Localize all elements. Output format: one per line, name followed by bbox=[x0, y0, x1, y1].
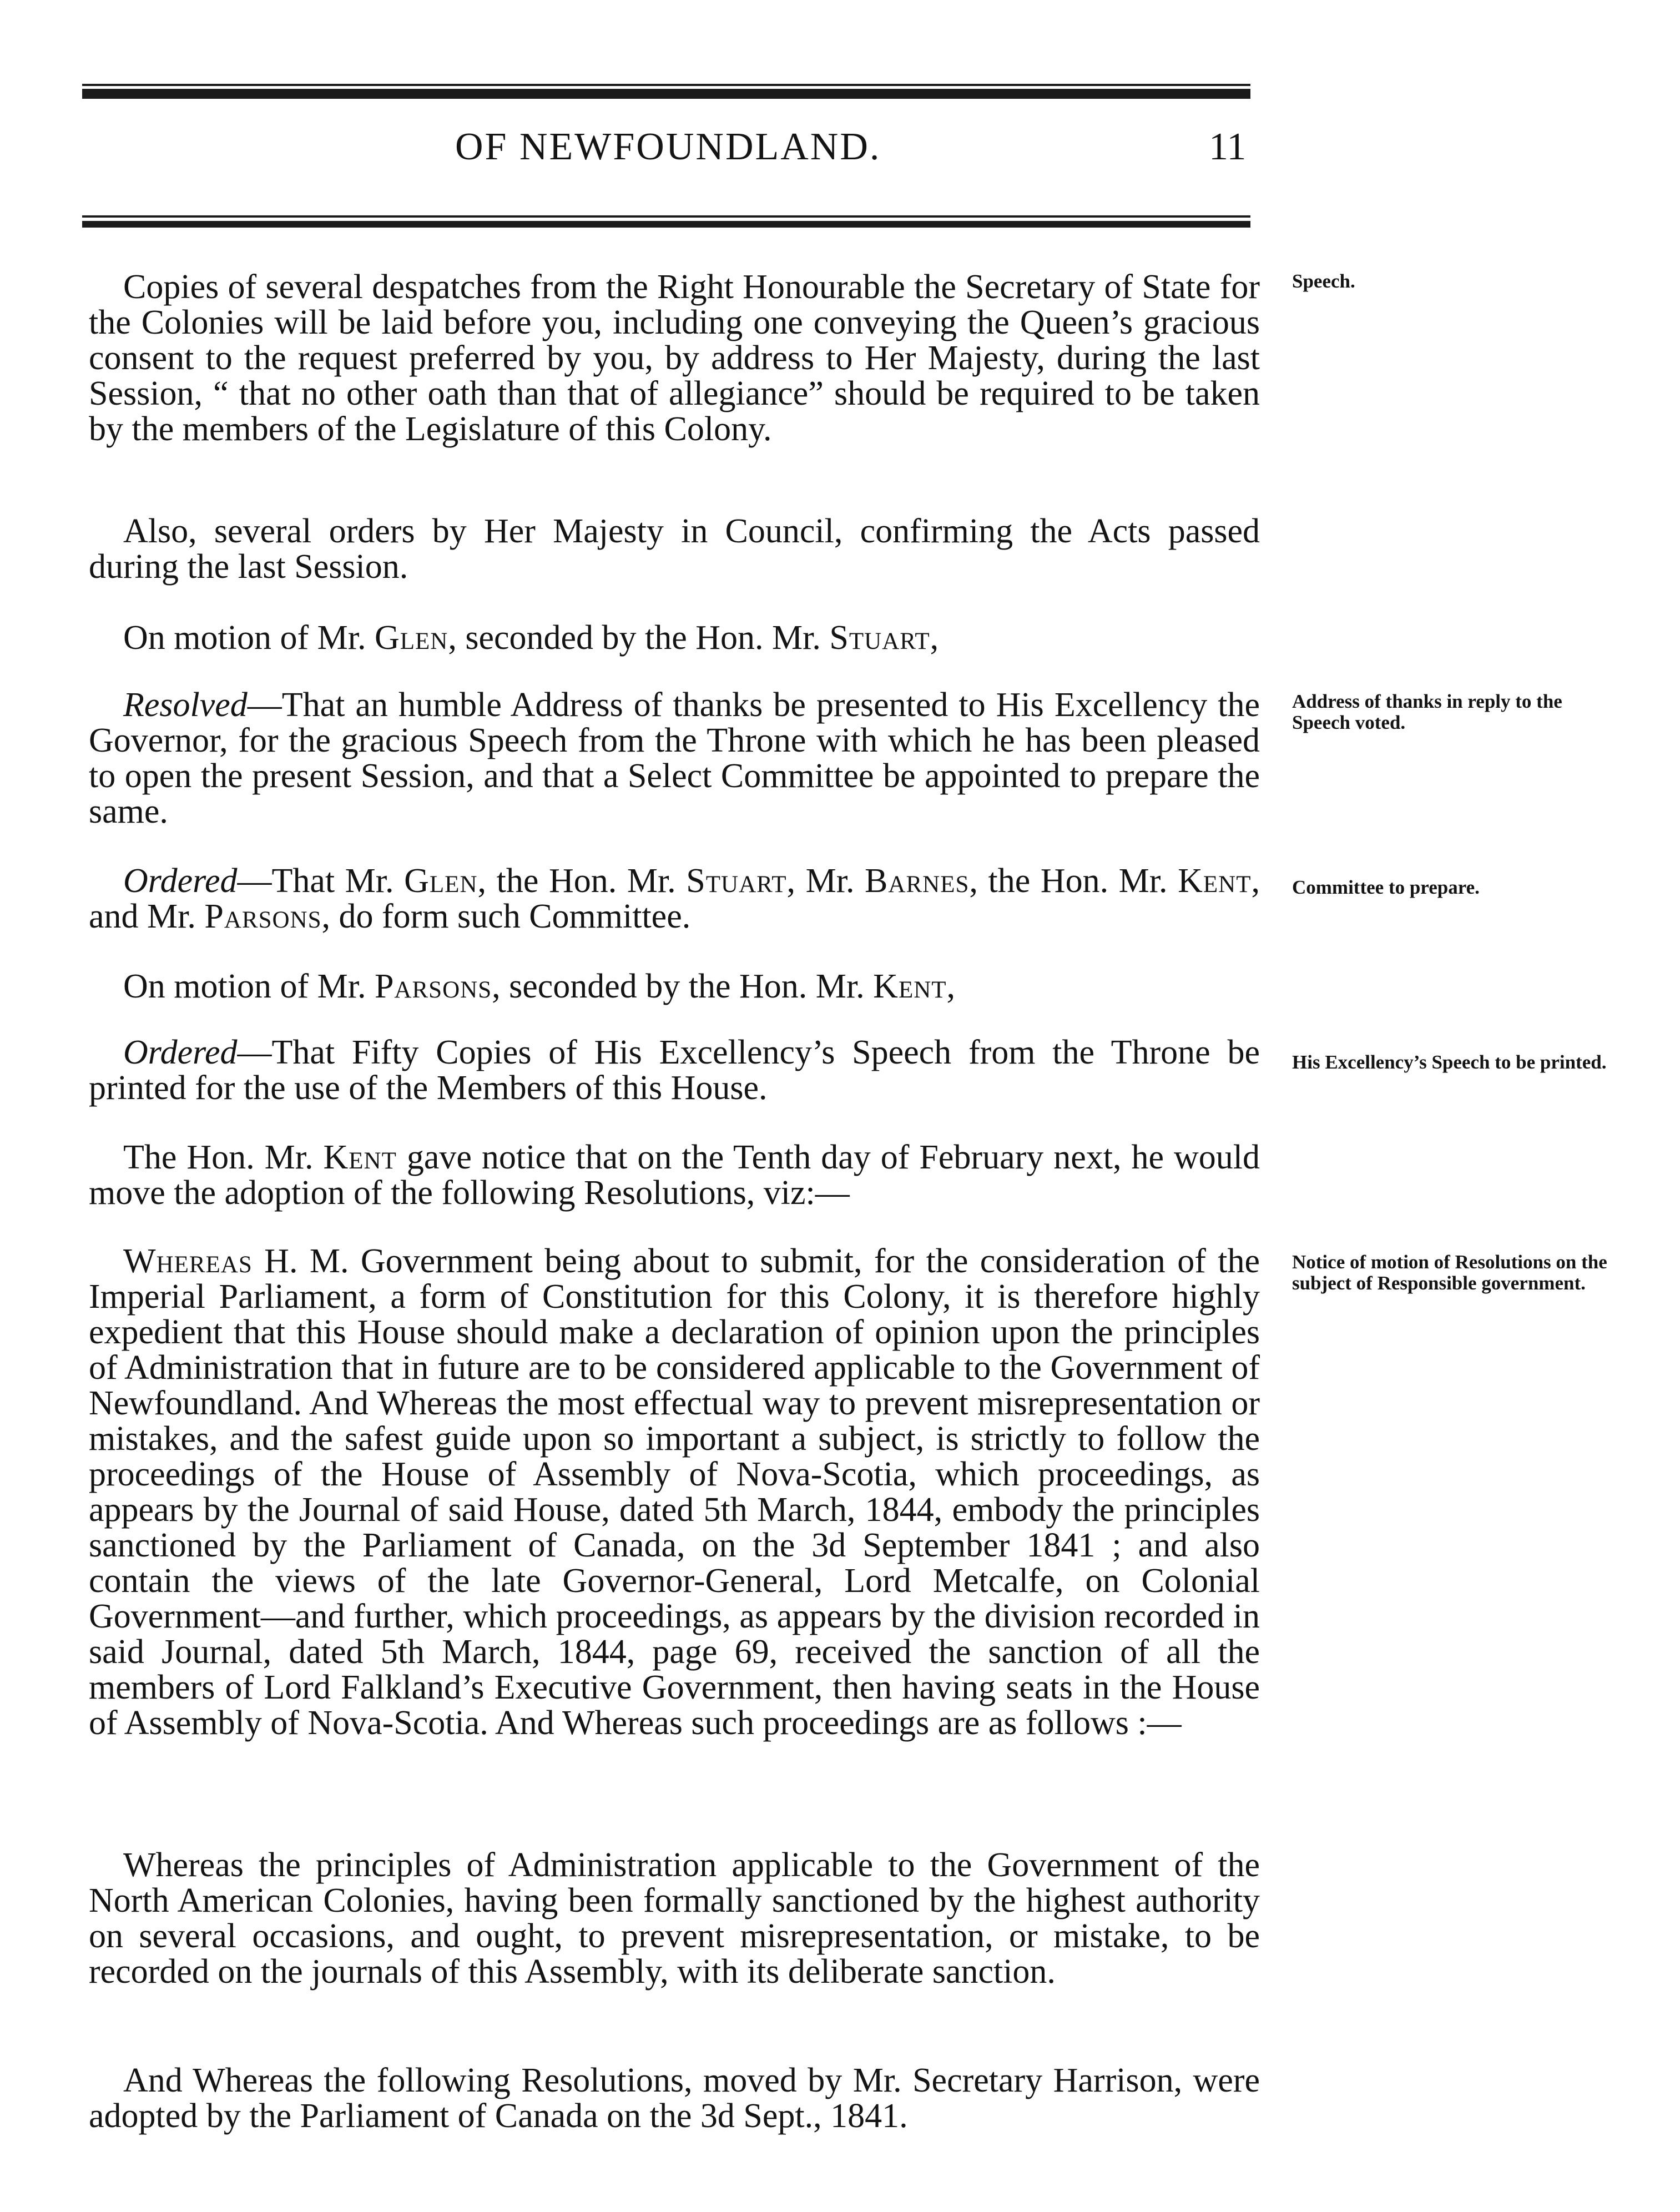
text-run: , and Mr. bbox=[89, 862, 1260, 935]
member-name: Glen bbox=[374, 619, 448, 657]
text-run: , the Hon. Mr. bbox=[969, 862, 1178, 900]
text-run: gave notice that on the Tenth day of February next, he would move the adoption of the following Resolutions, viz:— bbox=[89, 1138, 1260, 1212]
member-name: Glen bbox=[404, 862, 478, 900]
page-number: 11 bbox=[1209, 125, 1247, 168]
paragraph-motion-parsons bbox=[89, 969, 1260, 1004]
paragraph-text: H. M. Government being about to submit, for the consideration of the Imperial Parliament, a form of Constitution for this Colony, it is therefore highly expedient that this House should make a declaration of opinion upon the principles of Administration that in future are to be considered applicable to the Government of Newfoundland. And Whereas the most effectual way to prevent misrepresentation or mistakes, and the safest guide upon so important a subject, is strictly to follow the proceedings of the House of Assembly of Nova-Scotia, which proceedings, as appears by the Journal of said House, dated 5th March, 1844, embody the principles sanctioned by the Parliament of Canada, on the 3d September 1841 ; and also contain the views of the late Governor-General, Lord Metcalfe, on Colonial Government—and further, which proceedings, as appears by the division recorded in said Journal, dated 5th March, 1844, page 69, received the sanction of all the members of Lord Falkland’s Executive Government, then having seats in the House of Assembly of Nova-Scotia. And Whereas such proceedings are as follows :— bbox=[89, 1242, 1260, 1742]
resolution-lead: Resolved bbox=[123, 686, 248, 724]
paragraph-whereas-resolutions bbox=[89, 2063, 1260, 2134]
paragraph-text: —That an humble Address of thanks be presented to His Excellency the Governor, for the gracious Speech from the Throne with which he has been pleased to open the present Session, and that a Select Committee be appointed to prepare the same. bbox=[89, 686, 1260, 830]
text-run: The Hon. Mr. bbox=[123, 1138, 324, 1176]
member-name: Parsons bbox=[374, 968, 492, 1005]
whereas-lead: Whereas bbox=[123, 1242, 253, 1280]
paragraph-resolved-address bbox=[89, 687, 1260, 829]
text-run: , the Hon. Mr. bbox=[477, 862, 687, 900]
paragraph-notice-kent bbox=[89, 1140, 1260, 1211]
text-run: On motion of Mr. bbox=[123, 619, 375, 657]
paragraph-text: Whereas the principles of Administration applicable to the Government of the North American Colonies, having been formally sanctioned by the highest authority on several occasions, and ought, to prevent misrepresentation, or mistake, to be recorded on the journals of this Assembly, with its deliberate sanction. bbox=[89, 1846, 1260, 1991]
margin-note-speech-printed: His Excellency’s Speech to be printed. bbox=[1292, 1051, 1607, 1073]
member-name: Stuart bbox=[686, 862, 787, 900]
paragraph-text: Also, several orders by Her Majesty in Council, confirming the Acts passed during the last Session. bbox=[89, 512, 1260, 586]
paragraph-ordered-committee bbox=[89, 863, 1260, 934]
paragraph-text: —That Fifty Copies of His Excellency’s Speech from the Throne be printed for the use of the Members of this House. bbox=[89, 1034, 1260, 1107]
resolution-lead: Ordered bbox=[123, 862, 238, 900]
margin-note-responsible-government: Notice of motion of Resolutions on the subject of Responsible government. bbox=[1292, 1251, 1607, 1294]
paragraph-whereas-principles bbox=[89, 1847, 1260, 1989]
header-rule-thin bbox=[82, 84, 1250, 86]
paragraph-ordered-printing bbox=[89, 1035, 1260, 1106]
margin-note-committee: Committee to prepare. bbox=[1292, 876, 1480, 898]
member-name: Stuart bbox=[829, 619, 930, 657]
paragraph-text: And Whereas the following Resolutions, moved by Mr. Secretary Harrison, were adopted by the Parliament of Canada on the 3d Sept., 1841. bbox=[89, 2062, 1260, 2135]
resolution-lead: Ordered bbox=[123, 1034, 238, 1071]
member-name: Barnes bbox=[865, 862, 970, 900]
header-underline-thin bbox=[82, 215, 1250, 218]
text-run: , Mr. bbox=[786, 862, 865, 900]
text-run: , seconded by the Hon. Mr. bbox=[448, 619, 830, 657]
text-run: , bbox=[930, 619, 939, 657]
header-rule bbox=[82, 89, 1250, 99]
paragraph-orders-in-council bbox=[89, 513, 1260, 585]
margin-note-address-voted: Address of thanks in reply to the Speech voted. bbox=[1292, 691, 1562, 733]
text-run: , seconded by the Hon. Mr. bbox=[492, 968, 874, 1005]
member-name: Parsons bbox=[204, 898, 322, 935]
member-name: Kent bbox=[1178, 862, 1252, 900]
member-name: Kent bbox=[873, 968, 947, 1005]
paragraph-whereas-government bbox=[89, 1243, 1260, 1741]
paragraph-despatches bbox=[89, 269, 1260, 447]
paragraph-motion-glen bbox=[89, 620, 1260, 656]
header-underline bbox=[82, 221, 1250, 228]
text-run: On motion of Mr. bbox=[123, 968, 375, 1005]
text-run: , bbox=[946, 968, 956, 1005]
running-title: OF NEWFOUNDLAND. bbox=[455, 125, 881, 168]
member-name: Kent bbox=[323, 1138, 397, 1176]
paragraph-text: Copies of several despatches from the Right Honourable the Secretary of State for the Colonies will be laid before you, including one conveying the Queen’s gracious consent to the request preferred by you, by address to Her Majesty, during the last Session, “ that no other oath than that of allegiance” should be required to be taken by the members of the Legislature of this Colony. bbox=[89, 268, 1260, 448]
margin-note-speech: Speech. bbox=[1292, 270, 1355, 292]
text-run: , do form such Committee. bbox=[321, 898, 691, 935]
text-run: —That Mr. bbox=[237, 862, 405, 900]
